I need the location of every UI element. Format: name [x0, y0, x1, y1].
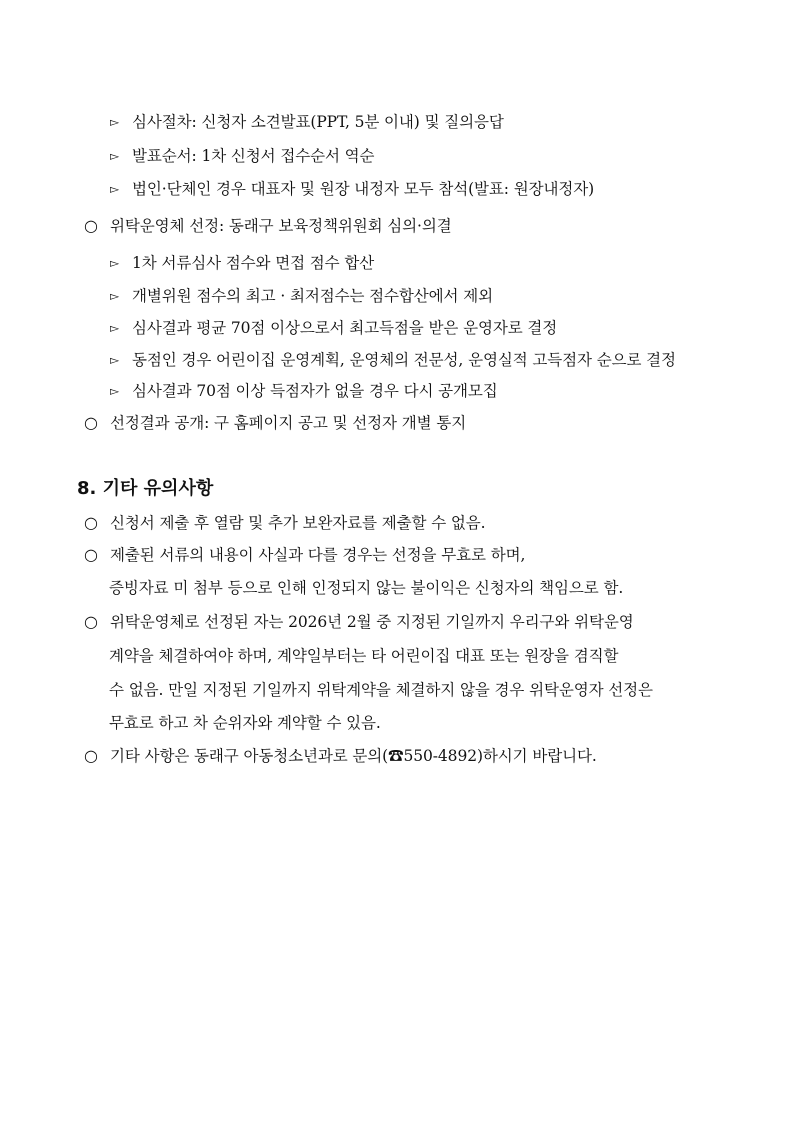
triangle-bullet-icon: ▻	[110, 256, 120, 270]
selection-item-text: 동점인 경우 어린이집 운영계획, 운영체의 전문성, 운영실적 고득점자 순으로 결정	[132, 351, 676, 369]
circle-bullet-icon: ○	[84, 216, 98, 235]
note-text: 신청서 제출 후 열람 및 추가 보완자료를 제출할 수 없음.	[110, 514, 486, 532]
selection-item	[110, 318, 557, 338]
note-text: 기타 사항은 동래구 아동청소년과로 문의(☎550-4892)하시기 바랍니다.	[110, 747, 597, 765]
screening-order-item	[110, 146, 374, 166]
triangle-bullet-icon: ▻	[110, 182, 120, 196]
triangle-bullet-icon: ▻	[110, 321, 120, 335]
screening-procedure-item	[110, 112, 504, 132]
selection-title-item	[84, 216, 452, 236]
section-heading: 8. 기타 유의사항	[77, 478, 214, 499]
screening-attendance-item	[110, 179, 594, 199]
selection-item	[110, 286, 493, 306]
circle-bullet-icon: ○	[84, 746, 98, 765]
triangle-bullet-icon: ▻	[110, 149, 120, 163]
triangle-bullet-icon: ▻	[110, 289, 120, 303]
selection-item	[110, 350, 676, 370]
selection-item	[110, 253, 374, 273]
selection-title-text: 위탁운영체 선정: 동래구 보육정책위원회 심의·의결	[110, 217, 452, 235]
note-item	[84, 612, 634, 632]
note-continuation: 계약을 체결하여야 하며, 계약일부터는 타 어린이집 대표 또는 원장을 겸직할	[109, 647, 619, 665]
circle-bullet-icon: ○	[84, 513, 98, 532]
selection-item-text: 1차 서류심사 점수와 면접 점수 합산	[132, 254, 375, 272]
selection-item-text: 심사결과 70점 이상 득점자가 없을 경우 다시 공개모집	[132, 382, 498, 400]
note-item	[84, 513, 485, 533]
circle-bullet-icon: ○	[84, 413, 98, 432]
note-continuation: 수 없음. 만일 지정된 기일까지 위탁계약을 체결하지 않을 경우 위탁운영자 선정은	[109, 681, 653, 699]
circle-bullet-icon: ○	[84, 612, 98, 631]
note-text: 위탁운영체로 선정된 자는 2026년 2월 중 지정된 기일까지 우리구와 위탁운영	[110, 613, 634, 631]
note-item	[84, 746, 597, 766]
screening-attendance-text: 법인·단체인 경우 대표자 및 원장 내정자 모두 참석(발표: 원장내정자)	[132, 180, 595, 198]
circle-bullet-icon: ○	[84, 545, 98, 564]
triangle-bullet-icon: ▻	[110, 384, 120, 398]
note-continuation: 무효로 하고 차 순위자와 계약할 수 있음.	[109, 714, 381, 732]
selection-item-text: 개별위원 점수의 최고 · 최저점수는 점수합산에서 제외	[132, 287, 493, 305]
screening-order-text: 발표순서: 1차 신청서 접수순서 역순	[132, 147, 375, 165]
selection-item	[110, 381, 498, 401]
note-text: 제출된 서류의 내용이 사실과 다를 경우는 선정을 무효로 하며,	[110, 546, 526, 564]
note-item	[84, 545, 525, 565]
triangle-bullet-icon: ▻	[110, 353, 120, 367]
note-continuation: 증빙자료 미 첨부 등으로 인해 인정되지 않는 불이익은 신청자의 책임으로 함.	[109, 579, 624, 597]
selection-announcement-item	[84, 413, 466, 433]
selection-announcement-text: 선정결과 공개: 구 홈페이지 공고 및 선정자 개별 통지	[110, 414, 467, 432]
triangle-bullet-icon: ▻	[110, 115, 120, 129]
selection-item-text: 심사결과 평균 70점 이상으로서 최고득점을 받은 운영자로 결정	[132, 319, 558, 337]
screening-procedure-text: 심사절차: 신청자 소견발표(PPT, 5분 이내) 및 질의응답	[132, 113, 504, 131]
